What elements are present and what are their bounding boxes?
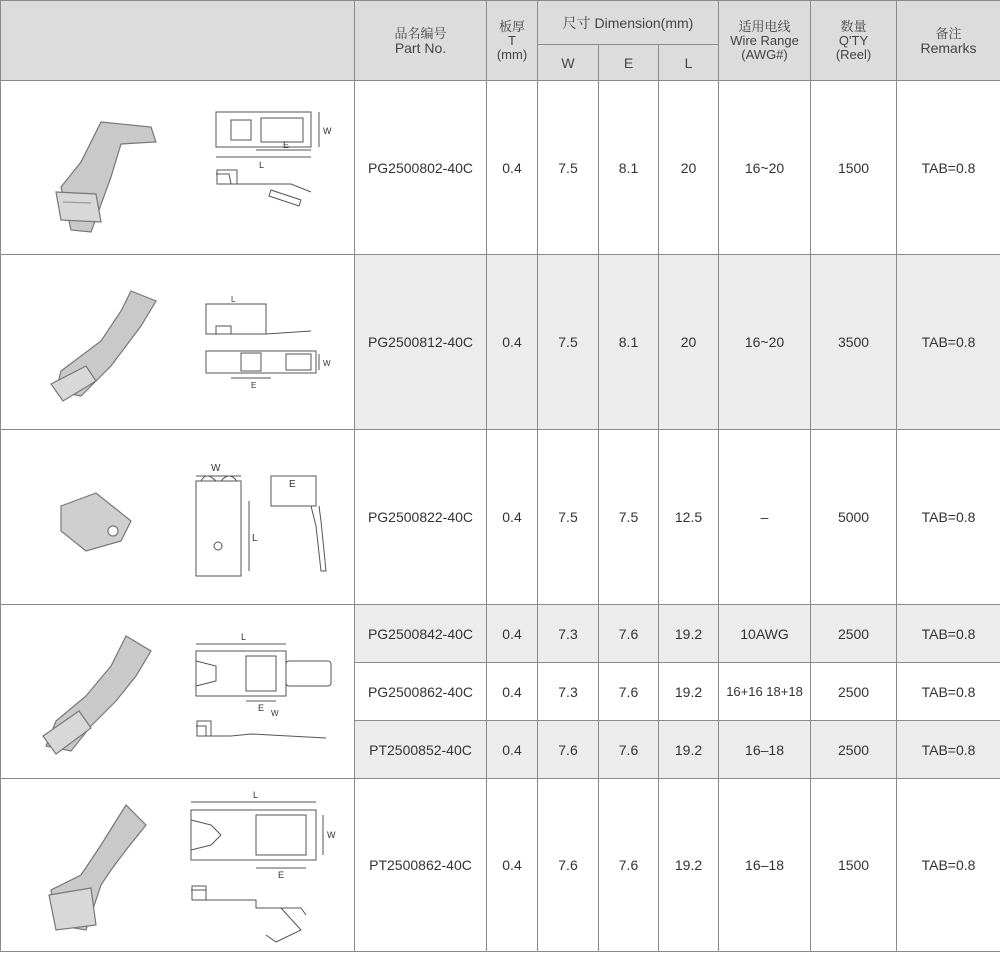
wire-cell: 16+16 18+18	[719, 663, 811, 721]
svg-text:E: E	[251, 380, 257, 390]
header-part-no: 品名编号 Part No.	[355, 1, 487, 81]
remark-cell: TAB=0.8	[897, 779, 1000, 952]
thickness-cell: 0.4	[487, 81, 538, 255]
l-cell: 20	[659, 255, 719, 430]
remark-cell: TAB=0.8	[897, 81, 1000, 255]
svg-text:W: W	[327, 829, 336, 840]
remark-cell: TAB=0.8	[897, 255, 1000, 430]
part-no-cell: PT2500852-40C	[355, 721, 487, 779]
svg-text:E: E	[258, 702, 265, 713]
terminal-drawing-3	[1, 431, 353, 604]
part-no-cell: PG2500802-40C	[355, 81, 487, 255]
w-cell: 7.5	[538, 255, 599, 430]
header-thickness: 板厚 T (mm)	[487, 1, 538, 81]
header-wire-range: 适用电线 Wire Range (AWG#)	[719, 1, 811, 81]
remark-cell: TAB=0.8	[897, 430, 1000, 605]
part-no-cell: PG2500822-40C	[355, 430, 487, 605]
qty-cell: 3500	[811, 255, 897, 430]
product-image-cell	[1, 430, 355, 605]
thickness-cell: 0.4	[487, 255, 538, 430]
product-image-cell	[1, 81, 355, 255]
thickness-cell: 0.4	[487, 721, 538, 779]
wire-cell: 10AWG	[719, 605, 811, 663]
svg-text:L: L	[253, 789, 259, 800]
l-cell: 20	[659, 81, 719, 255]
part-no-cell: PG2500812-40C	[355, 255, 487, 430]
svg-text:E: E	[278, 869, 285, 880]
remark-cell: TAB=0.8	[897, 721, 1000, 779]
e-cell: 8.1	[599, 255, 659, 430]
thickness-cell: 0.4	[487, 779, 538, 952]
e-cell: 7.6	[599, 663, 659, 721]
remark-cell: TAB=0.8	[897, 605, 1000, 663]
thickness-cell: 0.4	[487, 663, 538, 721]
part-no-cell: PT2500862-40C	[355, 779, 487, 952]
part-no-cell: PG2500862-40C	[355, 663, 487, 721]
svg-text:L: L	[252, 532, 258, 544]
svg-text:L: L	[231, 294, 236, 304]
terminal-drawing-2	[1, 256, 353, 429]
table-row	[1, 81, 1000, 255]
header-e: E	[599, 45, 659, 81]
header-remarks: 备注 Remarks	[897, 1, 1000, 81]
qty-cell: 1500	[811, 779, 897, 952]
terminal-drawing-1	[1, 82, 353, 254]
e-cell: 7.6	[599, 605, 659, 663]
e-cell: 7.6	[599, 779, 659, 952]
wire-cell: 16–18	[719, 779, 811, 952]
remark-cell: TAB=0.8	[897, 663, 1000, 721]
svg-text:L: L	[259, 159, 265, 170]
thickness-cell: 0.4	[487, 605, 538, 663]
product-image-cell	[1, 605, 355, 779]
l-cell: 19.2	[659, 605, 719, 663]
l-cell: 19.2	[659, 721, 719, 779]
e-cell: 7.6	[599, 721, 659, 779]
table-row	[1, 605, 1000, 663]
svg-text:E: E	[289, 478, 296, 490]
w-cell: 7.6	[538, 779, 599, 952]
product-image-cell	[1, 779, 355, 952]
svg-text:L: L	[241, 631, 247, 642]
table-row	[1, 255, 1000, 430]
svg-text:W: W	[323, 125, 332, 136]
w-cell: 7.3	[538, 663, 599, 721]
e-cell: 8.1	[599, 81, 659, 255]
l-cell: 19.2	[659, 779, 719, 952]
svg-text:W: W	[271, 708, 279, 718]
terminal-drawing-4	[1, 606, 353, 778]
w-cell: 7.5	[538, 430, 599, 605]
svg-text:W: W	[323, 358, 331, 368]
thickness-cell: 0.4	[487, 430, 538, 605]
svg-text:E: E	[283, 139, 290, 150]
qty-cell: 1500	[811, 81, 897, 255]
qty-cell: 2500	[811, 721, 897, 779]
terminal-drawing-5	[1, 780, 353, 951]
header-l: L	[659, 45, 719, 81]
qty-cell: 2500	[811, 605, 897, 663]
svg-text:W: W	[211, 462, 221, 474]
header-w: W	[538, 45, 599, 81]
w-cell: 7.3	[538, 605, 599, 663]
header-dimension: 尺寸 Dimension(mm)	[538, 1, 719, 45]
header-image-blank	[1, 1, 355, 81]
w-cell: 7.5	[538, 81, 599, 255]
l-cell: 19.2	[659, 663, 719, 721]
wire-cell: 16~20	[719, 81, 811, 255]
part-no-cell: PG2500842-40C	[355, 605, 487, 663]
qty-cell: 5000	[811, 430, 897, 605]
wire-cell: 16~20	[719, 255, 811, 430]
w-cell: 7.6	[538, 721, 599, 779]
table-row	[1, 779, 1000, 952]
e-cell: 7.5	[599, 430, 659, 605]
qty-cell: 2500	[811, 663, 897, 721]
wire-cell: –	[719, 430, 811, 605]
header-qty: 数量 Q'TY (Reel)	[811, 1, 897, 81]
wire-cell: 16–18	[719, 721, 811, 779]
product-image-cell	[1, 255, 355, 430]
table-row	[1, 430, 1000, 605]
l-cell: 12.5	[659, 430, 719, 605]
